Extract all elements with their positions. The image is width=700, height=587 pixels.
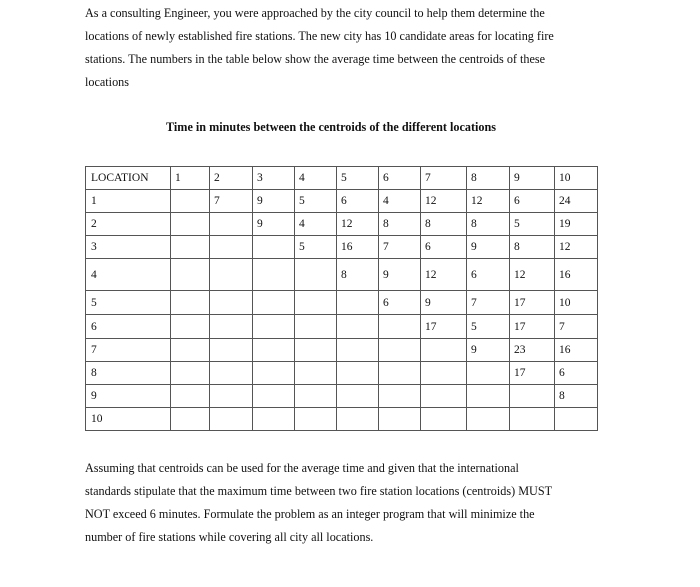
table-cell xyxy=(337,362,379,385)
table-cell xyxy=(171,213,210,236)
table-cell: 9 xyxy=(467,236,510,259)
table-cell xyxy=(379,385,421,408)
row-header: 5 xyxy=(86,291,171,315)
table-cell xyxy=(510,408,555,431)
table-cell: 12 xyxy=(421,259,467,291)
table-cell xyxy=(295,339,337,362)
table-cell: 6 xyxy=(467,259,510,291)
intro-line: stations. The numbers in the table below show the average time between the centroids of these xyxy=(85,52,546,66)
table-cell: 7 xyxy=(210,190,253,213)
table-cell: 17 xyxy=(510,362,555,385)
table-cell: 7 xyxy=(467,291,510,315)
table-row xyxy=(86,362,598,385)
table-row xyxy=(86,385,598,408)
table-cell xyxy=(337,315,379,339)
table-cell: 17 xyxy=(510,315,555,339)
row-header: 8 xyxy=(86,362,171,385)
table-row xyxy=(86,291,598,315)
table-cell: 6 xyxy=(555,362,598,385)
table-row xyxy=(86,236,598,259)
table-cell xyxy=(210,385,253,408)
table-cell xyxy=(210,315,253,339)
table-row xyxy=(86,315,598,339)
row-header: 7 xyxy=(86,339,171,362)
table-cell xyxy=(210,259,253,291)
table-cell: 9 xyxy=(379,259,421,291)
table-cell xyxy=(171,236,210,259)
table-cell xyxy=(210,408,253,431)
row-header: 9 xyxy=(86,385,171,408)
distance-table xyxy=(85,166,598,431)
table-cell: 5 xyxy=(510,213,555,236)
table-cell: 9 xyxy=(421,291,467,315)
table-cell: 8 xyxy=(555,385,598,408)
table-cell: 17 xyxy=(510,291,555,315)
row-header: 1 xyxy=(86,190,171,213)
table-cell xyxy=(253,362,295,385)
table-cell: 9 xyxy=(467,339,510,362)
table-cell xyxy=(510,385,555,408)
table-cell: 7 xyxy=(555,315,598,339)
table-cell xyxy=(253,408,295,431)
table-cell xyxy=(295,315,337,339)
table-cell: 23 xyxy=(510,339,555,362)
intro-line: As a consulting Engineer, you were approached by the city council to help them determine the xyxy=(85,6,545,20)
table-cell xyxy=(421,408,467,431)
table-cell xyxy=(171,385,210,408)
table-cell xyxy=(210,291,253,315)
table-cell xyxy=(337,291,379,315)
table-cell xyxy=(210,236,253,259)
table-cell: 5 xyxy=(295,190,337,213)
table-row xyxy=(86,339,598,362)
table-cell xyxy=(253,236,295,259)
row-header: 3 xyxy=(86,236,171,259)
table-cell xyxy=(295,291,337,315)
table-cell: 24 xyxy=(555,190,598,213)
table-cell: 8 xyxy=(379,213,421,236)
table-cell xyxy=(555,408,598,431)
table-cell: 8 xyxy=(421,213,467,236)
table-row xyxy=(86,190,598,213)
outro-line: NOT exceed 6 minutes. Formulate the problem as an integer program that will minimize the xyxy=(85,507,535,521)
table-row xyxy=(86,259,598,291)
table-cell xyxy=(171,190,210,213)
table-cell: 12 xyxy=(510,259,555,291)
row-header: 4 xyxy=(86,259,171,291)
row-header: 10 xyxy=(86,408,171,431)
table-cell: 9 xyxy=(253,190,295,213)
outro-line: Assuming that centroids can be used for the average time and given that the international xyxy=(85,461,519,475)
table-cell: 9 xyxy=(253,213,295,236)
column-header: 10 xyxy=(555,167,598,190)
distance-table-grid xyxy=(85,166,598,431)
column-header: 8 xyxy=(467,167,510,190)
table-cell: 4 xyxy=(379,190,421,213)
table-cell xyxy=(379,315,421,339)
table-cell: 4 xyxy=(295,213,337,236)
column-header: 3 xyxy=(253,167,295,190)
table-cell xyxy=(337,408,379,431)
table-cell: 16 xyxy=(555,339,598,362)
table-cell xyxy=(171,362,210,385)
table-cell xyxy=(171,291,210,315)
table-cell: 10 xyxy=(555,291,598,315)
table-cell: 8 xyxy=(337,259,379,291)
table-cell xyxy=(210,339,253,362)
outro-paragraph xyxy=(85,457,620,549)
table-cell xyxy=(253,385,295,408)
table-cell xyxy=(421,339,467,362)
column-header: 1 xyxy=(171,167,210,190)
intro-line: locations xyxy=(85,75,130,89)
table-cell: 8 xyxy=(467,213,510,236)
table-cell xyxy=(253,339,295,362)
table-cell xyxy=(171,339,210,362)
table-row xyxy=(86,213,598,236)
table-cell xyxy=(253,291,295,315)
table-cell: 5 xyxy=(295,236,337,259)
table-cell: 8 xyxy=(510,236,555,259)
table-cell xyxy=(337,385,379,408)
column-header: 6 xyxy=(379,167,421,190)
table-cell xyxy=(421,385,467,408)
table-cell: 16 xyxy=(337,236,379,259)
column-header: 7 xyxy=(421,167,467,190)
table-cell xyxy=(253,315,295,339)
table-cell xyxy=(337,339,379,362)
table-cell: 7 xyxy=(379,236,421,259)
table-cell: 5 xyxy=(467,315,510,339)
table-cell xyxy=(421,362,467,385)
intro-paragraph xyxy=(85,2,615,94)
outro-line: number of fire stations while covering all city all locations. xyxy=(85,530,374,544)
intro-line: locations of newly established fire stations. The new city has 10 candidate areas for locating fire xyxy=(85,29,554,43)
table-cell xyxy=(467,362,510,385)
table-cell: 17 xyxy=(421,315,467,339)
column-header: 2 xyxy=(210,167,253,190)
table-caption: Time in minutes between the centroids of the different locations xyxy=(166,120,497,134)
table-cell xyxy=(295,259,337,291)
table-cell xyxy=(253,259,295,291)
table-cell xyxy=(379,408,421,431)
table-cell: 19 xyxy=(555,213,598,236)
column-header: 4 xyxy=(295,167,337,190)
row-header: 2 xyxy=(86,213,171,236)
table-cell xyxy=(295,385,337,408)
table-cell xyxy=(379,362,421,385)
table-cell xyxy=(171,315,210,339)
table-cell: 12 xyxy=(467,190,510,213)
table-cell: 16 xyxy=(555,259,598,291)
table-row xyxy=(86,408,598,431)
table-cell: 12 xyxy=(337,213,379,236)
table-corner-header: LOCATION xyxy=(86,167,171,190)
table-cell xyxy=(467,408,510,431)
table-cell xyxy=(210,213,253,236)
table-cell: 6 xyxy=(421,236,467,259)
table-cell: 6 xyxy=(379,291,421,315)
column-header: 5 xyxy=(337,167,379,190)
table-cell xyxy=(171,408,210,431)
outro-line: standards stipulate that the maximum time between two fire station locations (centroids) MUST xyxy=(85,484,553,498)
table-cell: 6 xyxy=(337,190,379,213)
table-cell xyxy=(295,362,337,385)
row-header: 6 xyxy=(86,315,171,339)
table-cell xyxy=(210,362,253,385)
table-cell: 6 xyxy=(510,190,555,213)
table-cell: 12 xyxy=(421,190,467,213)
table-cell xyxy=(171,259,210,291)
table-cell: 12 xyxy=(555,236,598,259)
table-cell xyxy=(295,408,337,431)
column-header: 9 xyxy=(510,167,555,190)
table-cell xyxy=(467,385,510,408)
table-cell xyxy=(379,339,421,362)
